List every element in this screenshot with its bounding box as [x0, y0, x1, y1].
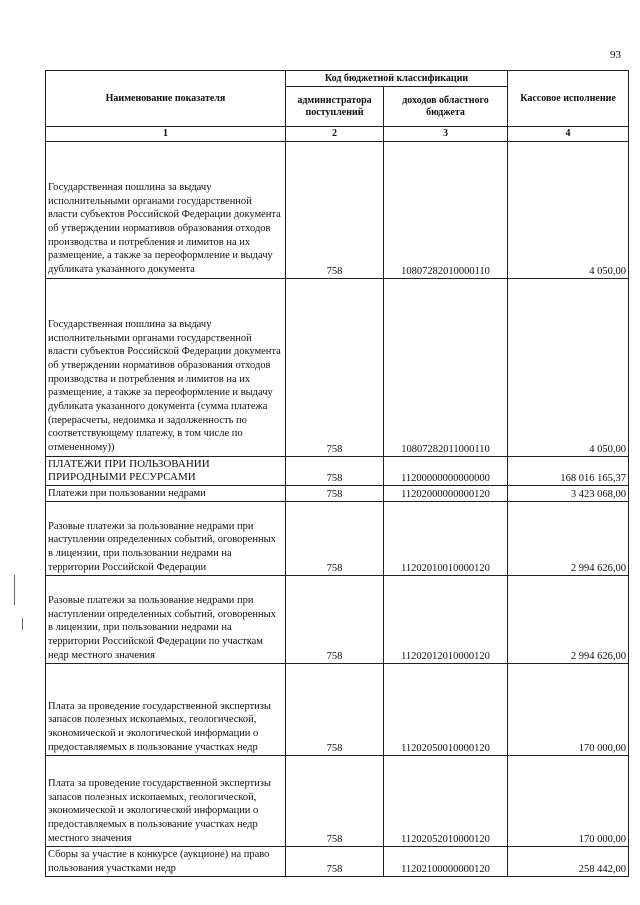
row-amount: 170 000,00 [508, 664, 629, 756]
row-income-code: 11202050010000120 [384, 664, 508, 756]
table-row [46, 576, 629, 664]
row-income-code: 11202000000000120 [384, 485, 508, 502]
row-income-code: 11202010010000120 [384, 502, 508, 576]
row-amount: 4 050,00 [508, 141, 629, 278]
column-number-4: 4 [508, 127, 629, 142]
row-income-code: 11202100000000120 [384, 847, 508, 877]
row-amount: 168 016 165,37 [508, 456, 629, 485]
row-admin-code: 758 [286, 456, 384, 485]
row-admin-code: 758 [286, 664, 384, 756]
row-name: Платежи при пользовании недрами [46, 485, 286, 502]
row-income-code: 11202012010000120 [384, 576, 508, 664]
row-admin-code: 758 [286, 502, 384, 576]
row-amount: 3 423 068,00 [508, 485, 629, 502]
row-name: Государственная пошлина за выдачу исполнительными органами государственной власти субъектов Российской Федерации документа об утверждении нормативов образования отходов производства и потребления и лимитов на их размещение, а также за переоформление и выдачу дубликата указанного документа (сумма платежа (перерасчеты, недоимка и задолженность по соответствующему платежу, в том числе по отмененному)) [46, 278, 286, 456]
row-income-code: 11202052010000120 [384, 756, 508, 847]
page-number: 93 [610, 49, 621, 61]
row-name: Плата за проведение государственной экспертизы запасов полезных ископаемых, геологической, экономической и экологической информации о предоставляемых в пользование участках недр местного значения [46, 756, 286, 847]
table-row [46, 485, 629, 502]
row-income-code: 11200000000000000 [384, 456, 508, 485]
row-amount: 2 994 626,00 [508, 576, 629, 664]
row-amount: 170 000,00 [508, 756, 629, 847]
column-number-2: 2 [286, 127, 384, 142]
table-row [46, 278, 629, 456]
table-row [46, 456, 629, 485]
row-admin-code: 758 [286, 576, 384, 664]
row-name: ПЛАТЕЖИ ПРИ ПОЛЬЗОВАНИИ ПРИРОДНЫМИ РЕСУРСАМИ [46, 456, 286, 485]
row-amount: 258 442,00 [508, 847, 629, 877]
header-regional-income: доходов областного бюджета [384, 87, 508, 127]
table-row [46, 141, 629, 278]
header-cash-execution: Кассовое исполнение [508, 71, 629, 127]
table-row [46, 847, 629, 877]
row-amount: 4 050,00 [508, 278, 629, 456]
row-income-code: 10807282010000110 [384, 141, 508, 278]
budget-table [45, 70, 629, 877]
scan-mark [22, 618, 23, 630]
row-name: Государственная пошлина за выдачу исполнительными органами государственной власти субъектов Российской Федерации документа об утверждении нормативов образования отходов производства и потребления и лимитов на их размещение, а также за переоформление и выдачу дубликата указанного документа [46, 141, 286, 278]
row-admin-code: 758 [286, 278, 384, 456]
column-number-1: 1 [46, 127, 286, 142]
column-number-3: 3 [384, 127, 508, 142]
header-classification-code: Код бюджетной классификации [286, 71, 508, 87]
header-indicator-name: Наименование показателя [46, 71, 286, 127]
table-row [46, 664, 629, 756]
row-amount: 2 994 626,00 [508, 502, 629, 576]
header-administrator: администратора поступлений [286, 87, 384, 127]
row-name: Разовые платежи за пользование недрами при наступлении определенных событий, оговоренных в лицензии, при пользовании недрами на территории Российской Федерации [46, 502, 286, 576]
row-admin-code: 758 [286, 847, 384, 877]
table-header [46, 71, 629, 142]
row-name: Сборы за участие в конкурсе (аукционе) на право пользования участками недр [46, 847, 286, 877]
row-admin-code: 758 [286, 485, 384, 502]
row-admin-code: 758 [286, 756, 384, 847]
row-name: Разовые платежи за пользование недрами при наступлении определенных событий, оговоренных в лицензии, при пользовании недрами на территории Российской Федерации по участкам недр местного значения [46, 576, 286, 664]
table-body [46, 141, 629, 877]
row-admin-code: 758 [286, 141, 384, 278]
table-row [46, 502, 629, 576]
row-name: Плата за проведение государственной экспертизы запасов полезных ископаемых, геологической, экономической и экологической информации о предоставляемых в пользование участках недр [46, 664, 286, 756]
row-income-code: 10807282011000110 [384, 278, 508, 456]
table-row [46, 756, 629, 847]
scan-mark [14, 575, 15, 605]
